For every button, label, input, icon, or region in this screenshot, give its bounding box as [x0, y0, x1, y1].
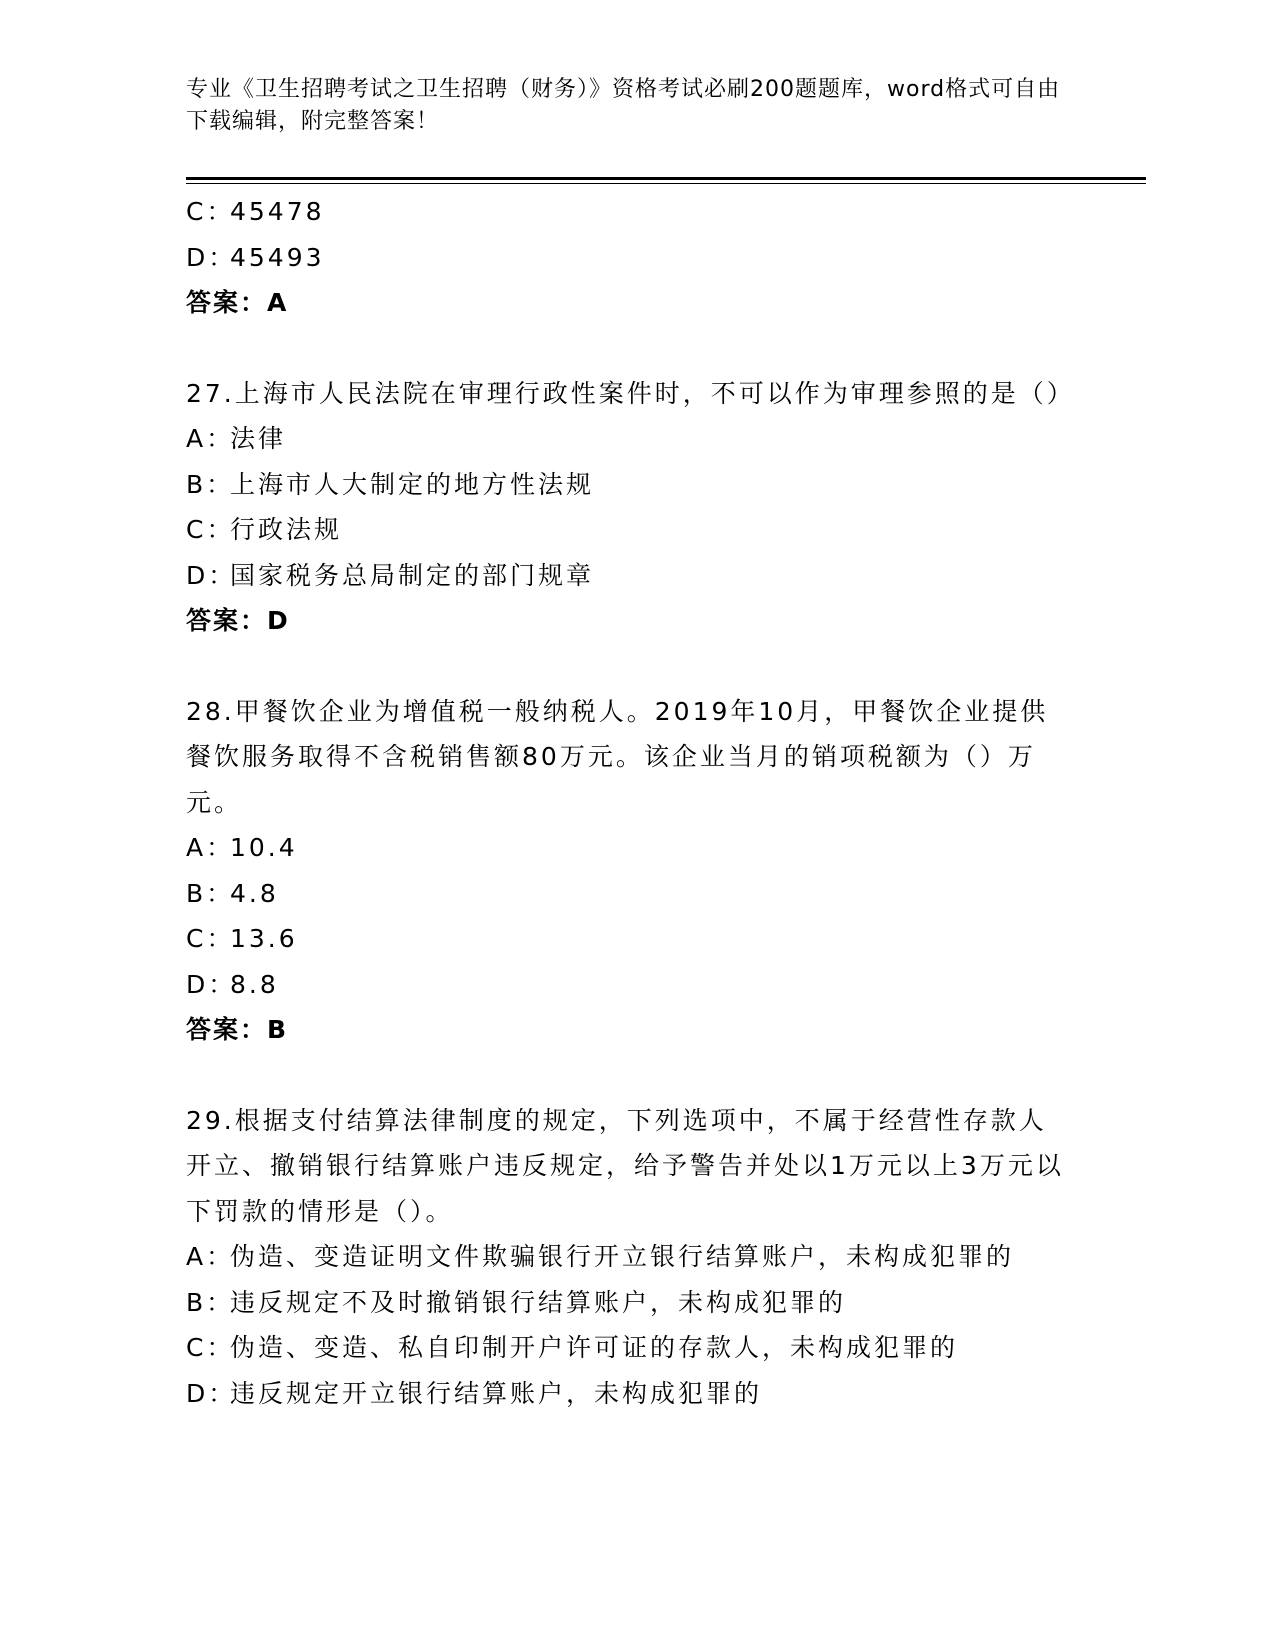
- option-text: 国家税务总局制定的部门规章: [230, 560, 595, 590]
- option-key: B：: [186, 1287, 235, 1317]
- option-text: 违反规定不及时撤销银行结算账户，未构成犯罪的: [230, 1287, 847, 1317]
- option-b: [186, 1280, 1066, 1326]
- page-header: 专业《卫生招聘考试之卫生招聘（财务）》资格考试必刷200题题库，word格式可自由下载编辑，附完整答案！: [186, 77, 1061, 134]
- option-text: 45493: [230, 242, 325, 272]
- option-d: [186, 235, 1066, 281]
- option-key: D：: [186, 560, 237, 590]
- option-text: 伪造、变造证明文件欺骗银行开立银行结算账户，未构成犯罪的: [230, 1242, 1015, 1271]
- option-key: C：: [186, 924, 235, 953]
- option-text: 45478: [230, 197, 325, 226]
- option-key: A：: [186, 833, 235, 862]
- answer-line: 答案：A: [186, 288, 289, 317]
- answer-line: 答案：B: [186, 1015, 289, 1044]
- option-text: 8.8: [230, 969, 279, 999]
- option-text: 违反规定开立银行结算账户，未构成犯罪的: [230, 1378, 763, 1408]
- option-key: A：: [186, 1242, 235, 1271]
- option-b: [186, 462, 1066, 508]
- option-text: 法律: [230, 424, 287, 453]
- question-29: [186, 1098, 1066, 1417]
- question-26-continuation: [186, 189, 1066, 326]
- answer-line: 答案：D: [186, 606, 290, 635]
- header-rule-thin: [186, 183, 1146, 184]
- option-key: D：: [186, 1378, 237, 1408]
- header-rule-thick: [186, 177, 1146, 180]
- option-c: [186, 1325, 1066, 1371]
- option-b: [186, 871, 1066, 917]
- option-c: [186, 507, 1066, 553]
- option-text: 上海市人大制定的地方性法规: [230, 469, 595, 499]
- option-key: D：: [186, 242, 237, 272]
- option-key: D：: [186, 969, 237, 999]
- option-c: [186, 916, 1066, 962]
- option-c: [186, 189, 1066, 235]
- document-body: [186, 189, 1075, 1416]
- option-text: 伪造、变造、私自印制开户许可证的存款人，未构成犯罪的: [230, 1333, 959, 1362]
- option-key: C：: [186, 1333, 235, 1362]
- option-text: 4.8: [230, 878, 279, 908]
- option-key: A：: [186, 424, 235, 453]
- option-text: 13.6: [230, 924, 298, 953]
- question-text: 27.上海市人民法院在审理行政性案件时，不可以作为审理参照的是（）: [186, 378, 1075, 408]
- option-key: C：: [186, 515, 235, 544]
- option-text: 10.4: [230, 833, 298, 862]
- option-a: [186, 1234, 1066, 1280]
- option-a: [186, 825, 1066, 871]
- question-text: 28.甲餐饮企业为增值税一般纳税人。2019年10月，甲餐饮企业提供餐饮服务取得不含税销售额80万元。该企业当月的销项税额为（）万元。: [186, 696, 1049, 817]
- option-a: [186, 416, 1066, 462]
- question-27: [186, 371, 1075, 644]
- question-28: [186, 689, 1066, 1053]
- option-text: 行政法规: [230, 515, 343, 544]
- question-text: 29.根据支付结算法律制度的规定，下列选项中，不属于经营性存款人开立、撤销银行结算账户违反规定，给予警告并处以1万元以上3万元以下罚款的情形是（）。: [186, 1105, 1064, 1226]
- option-key: C：: [186, 197, 235, 226]
- option-d: [186, 962, 1066, 1008]
- option-key: B：: [186, 878, 235, 908]
- option-d: [186, 553, 1066, 599]
- option-d: [186, 1371, 1066, 1417]
- option-key: B：: [186, 469, 235, 499]
